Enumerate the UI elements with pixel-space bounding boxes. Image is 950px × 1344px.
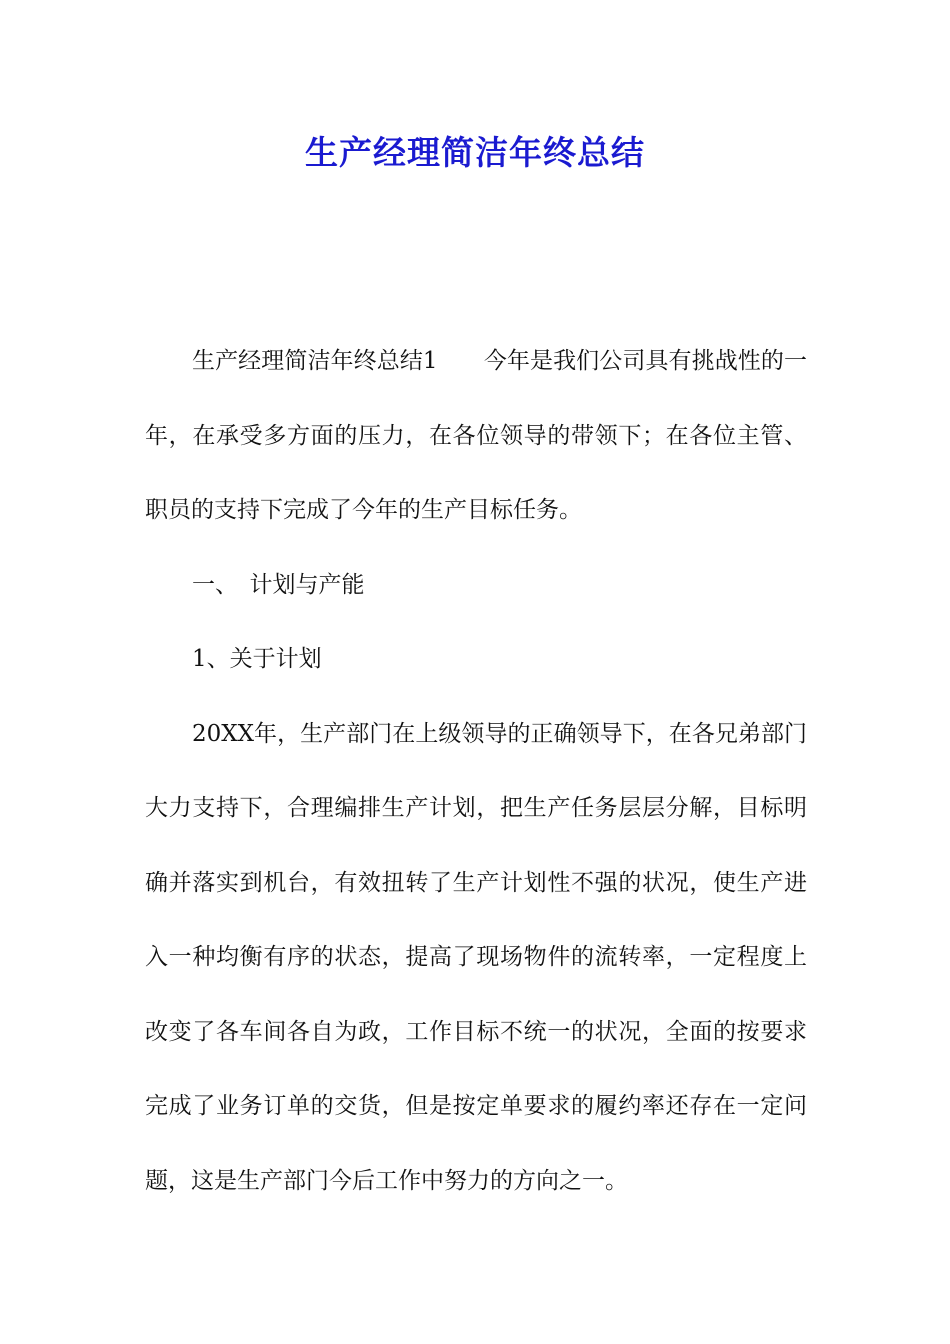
document-body [145,324,807,1218]
paragraph-plan-details: 20XX年，生产部门在上级领导的正确领导下，在各兄弟部门大力支持下，合理编排生产计划，把生产任务层层分解，目标明确并落实到机台，有效扭转了生产计划性不强的状况，使生产进入一种均衡有序的状态，提高了现场物件的流转率，一定程度上改变了各车间各自为政，工作目标不统一的状况，全面的按要求完成了业务订单的交货，但是按定单要求的履约率还存在一定问题，这是生产部门今后工作中努力的方向之一。 [145,720,807,1194]
subsection-heading-plan: 1、关于计划 [192,646,322,672]
document-title: 生产经理简洁年终总结 [305,133,645,172]
paragraph-intro: 生产经理简洁年终总结1 今年是我们公司具有挑战性的一年，在承受多方面的压力，在各位领导的带领下；在各位主管、职员的支持下完成了今年的生产目标任务。 [145,348,807,523]
section-heading-plan-capacity: 一、 计划与产能 [192,571,365,598]
